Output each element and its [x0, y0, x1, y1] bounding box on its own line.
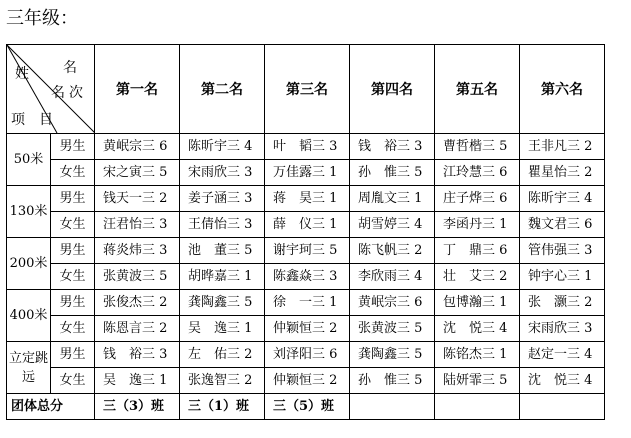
result-cell: 胡晔嘉三 1	[180, 264, 265, 290]
gender-label: 男生	[51, 134, 95, 160]
result-cell: 池 董三 5	[180, 238, 265, 264]
table-row	[7, 342, 605, 368]
place-header: 第五名	[435, 45, 520, 134]
result-cell: 张逸智三 2	[180, 368, 265, 394]
event-name: 立定跳远	[7, 342, 51, 394]
result-cell: 薛 仪三 1	[265, 212, 350, 238]
result-cell: 李函丹三 1	[435, 212, 520, 238]
result-cell: 王倩怡三 3	[180, 212, 265, 238]
result-cell: 孙 惟三 5	[350, 160, 435, 186]
corner-header	[7, 45, 95, 134]
result-cell: 魏文君三 6	[520, 212, 605, 238]
table-row	[7, 368, 605, 394]
result-cell: 钟宇心三 1	[520, 264, 605, 290]
result-cell: 吴 逸三 1	[180, 316, 265, 342]
result-cell: 姜子涵三 3	[180, 186, 265, 212]
corner-mingci-b: 次	[69, 85, 83, 101]
gender-label: 男生	[51, 342, 95, 368]
result-cell: 江玲慧三 6	[435, 160, 520, 186]
result-cell: 庄子烨三 6	[435, 186, 520, 212]
result-cell: 张黄波三 5	[95, 264, 180, 290]
place-header: 第三名	[265, 45, 350, 134]
result-cell: 汪君怡三 3	[95, 212, 180, 238]
table-row	[7, 212, 605, 238]
result-cell: 蒋 昊三 1	[265, 186, 350, 212]
result-cell: 陈铭杰三 1	[435, 342, 520, 368]
result-cell: 李欣雨三 4	[350, 264, 435, 290]
result-cell: 包博瀚三 1	[435, 290, 520, 316]
summary-cell: 三（3）班	[95, 394, 180, 420]
result-cell: 宋雨欣三 3	[180, 160, 265, 186]
result-cell: 吴 逸三 1	[95, 368, 180, 394]
corner-ming: 名	[63, 60, 77, 76]
result-cell: 黄岷宗三 6	[350, 290, 435, 316]
result-cell: 丁 鼎三 6	[435, 238, 520, 264]
result-cell: 仲颖恒三 2	[265, 316, 350, 342]
corner-xiangmu: 项 目	[11, 112, 53, 128]
result-cell: 钱 裕三 3	[350, 134, 435, 160]
corner-xing: 姓	[15, 66, 29, 82]
result-cell: 仲颖恒三 2	[265, 368, 350, 394]
result-cell: 周胤文三 1	[350, 186, 435, 212]
result-cell: 蒋炎炜三 3	[95, 238, 180, 264]
result-cell: 陈昕宇三 4	[520, 186, 605, 212]
result-cell: 沈 悦三 4	[435, 316, 520, 342]
result-cell: 谢宇珂三 5	[265, 238, 350, 264]
table-row	[7, 186, 605, 212]
result-cell: 陆妍霏三 5	[435, 368, 520, 394]
event-name: 130米	[7, 186, 51, 238]
gender-label: 女生	[51, 316, 95, 342]
result-cell: 孙 惟三 5	[350, 368, 435, 394]
place-header: 第二名	[180, 45, 265, 134]
result-cell: 沈 悦三 4	[520, 368, 605, 394]
gender-label: 女生	[51, 212, 95, 238]
summary-label: 团体总分	[7, 394, 95, 420]
summary-cell: 三（1）班	[180, 394, 265, 420]
result-cell: 张俊杰三 2	[95, 290, 180, 316]
result-cell: 张黄波三 5	[350, 316, 435, 342]
gender-label: 男生	[51, 290, 95, 316]
gender-label: 男生	[51, 186, 95, 212]
table-row	[7, 290, 605, 316]
gender-label: 女生	[51, 160, 95, 186]
summary-cell	[435, 394, 520, 420]
place-header: 第六名	[520, 45, 605, 134]
event-name: 400米	[7, 290, 51, 342]
table-row	[7, 160, 605, 186]
event-name: 200米	[7, 238, 51, 290]
table-row	[7, 134, 605, 160]
result-cell: 陈飞帆三 2	[350, 238, 435, 264]
summary-cell	[350, 394, 435, 420]
gender-label: 女生	[51, 264, 95, 290]
event-name: 50米	[7, 134, 51, 186]
place-header: 第一名	[95, 45, 180, 134]
result-cell: 管伟强三 3	[520, 238, 605, 264]
summary-cell	[520, 394, 605, 420]
results-table	[6, 44, 605, 420]
result-cell: 徐 一三 1	[265, 290, 350, 316]
result-cell: 曹哲楷三 5	[435, 134, 520, 160]
result-cell: 龚陶鑫三 5	[180, 290, 265, 316]
result-cell: 黄岷宗三 6	[95, 134, 180, 160]
result-cell: 宋之寅三 5	[95, 160, 180, 186]
result-cell: 陈鑫焱三 3	[265, 264, 350, 290]
gender-label: 男生	[51, 238, 95, 264]
result-cell: 叶 韬三 3	[265, 134, 350, 160]
page-title: 三年级：	[6, 8, 78, 29]
result-cell: 王非凡三 2	[520, 134, 605, 160]
summary-cell: 三（5）班	[265, 394, 350, 420]
gender-label: 女生	[51, 368, 95, 394]
table-row	[7, 316, 605, 342]
result-cell: 陈昕宇三 4	[180, 134, 265, 160]
result-cell: 瞿星怡三 2	[520, 160, 605, 186]
result-cell: 龚陶鑫三 5	[350, 342, 435, 368]
result-cell: 陈恩言三 2	[95, 316, 180, 342]
place-header: 第四名	[350, 45, 435, 134]
result-cell: 钱天一三 2	[95, 186, 180, 212]
result-cell: 钱 裕三 3	[95, 342, 180, 368]
table-row	[7, 238, 605, 264]
table-row	[7, 264, 605, 290]
result-cell: 左 佑三 2	[180, 342, 265, 368]
summary-row	[7, 394, 605, 420]
result-cell: 万佳露三 1	[265, 160, 350, 186]
result-cell: 刘泽阳三 6	[265, 342, 350, 368]
result-cell: 宋雨欣三 3	[520, 316, 605, 342]
result-cell: 胡雪婷三 4	[350, 212, 435, 238]
result-cell: 赵定一三 4	[520, 342, 605, 368]
result-cell: 张 灏三 2	[520, 290, 605, 316]
corner-mingci-a: 名	[51, 85, 65, 101]
header-row	[7, 45, 605, 134]
result-cell: 壮 艾三 2	[435, 264, 520, 290]
